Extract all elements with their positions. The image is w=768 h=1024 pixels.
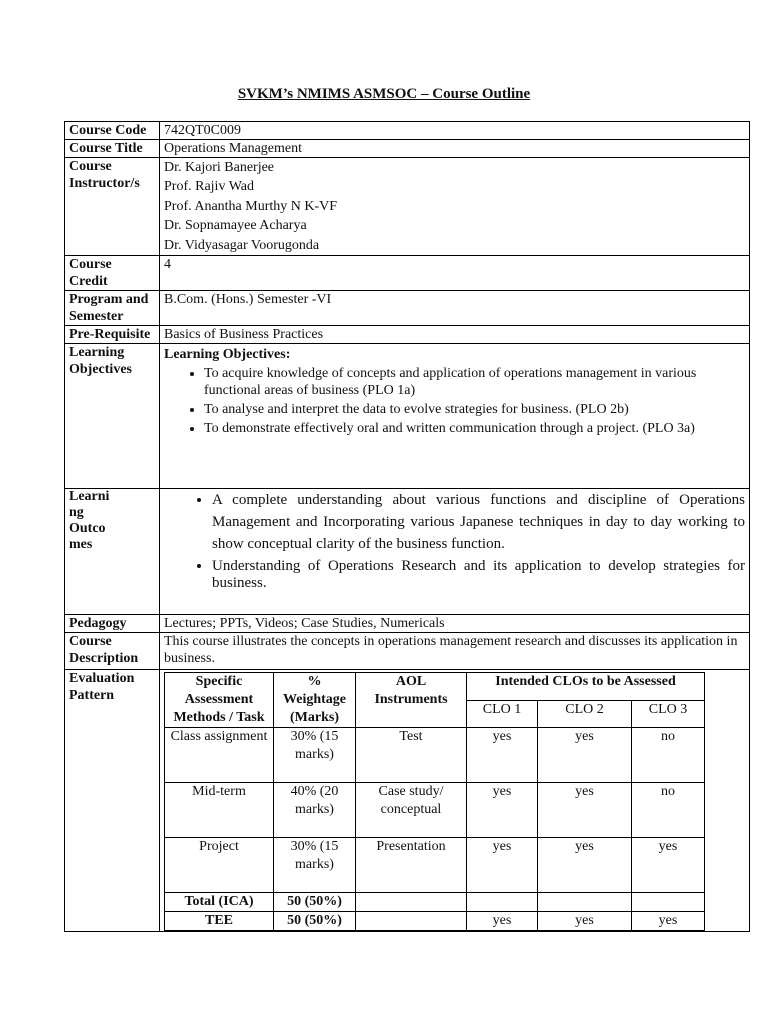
program-label: Program and Semester [65, 291, 160, 326]
eval-clo1: yes [467, 783, 538, 838]
eval-clo2 [538, 893, 632, 912]
credit-value: 4 [160, 256, 750, 291]
instructors-list [160, 158, 750, 256]
eval-weight: 50 (50%) [274, 912, 356, 931]
pedagogy-value: Lectures; PPTs, Videos; Case Studies, Numericals [160, 615, 750, 633]
eval-clo1: yes [467, 912, 538, 931]
eval-clo3 [632, 893, 705, 912]
eval-clo3: yes [632, 838, 705, 893]
row-course-code [65, 122, 750, 140]
eval-aol: Presentation [356, 838, 467, 893]
instructor-name: Dr. Sopnamayee Acharya [164, 218, 307, 234]
eval-clo1: yes [467, 728, 538, 783]
header-weightage: % Weightage (Marks) [274, 673, 356, 728]
eval-clo1: yes [467, 838, 538, 893]
course-title-label: Course Title [65, 140, 160, 158]
eval-row-total [165, 893, 705, 912]
eval-header-row [165, 673, 705, 701]
row-pedagogy [65, 615, 750, 633]
header-method: Specific Assessment Methods / Task [165, 673, 274, 728]
row-course-title [65, 140, 750, 158]
header-clo-group: Intended CLOs to be Assessed [467, 673, 705, 701]
eval-clo3: no [632, 783, 705, 838]
eval-clo3: yes [632, 912, 705, 931]
eval-aol [356, 912, 467, 931]
eval-clo1 [467, 893, 538, 912]
objectives-content [160, 344, 750, 489]
instructor-name: Prof. Anantha Murthy N K-VF [164, 198, 338, 214]
eval-row [165, 728, 705, 783]
description-label: Course Description [65, 633, 160, 670]
outcome-item: • A complete understanding about various functions and discipline of Operations Management and Incorporating various Japanese techniques in day to day working to show conceptual clarity of the business function. [212, 489, 745, 555]
header-clo1: CLO 1 [467, 700, 538, 728]
eval-clo2: yes [538, 838, 632, 893]
outcomes-label: Learni ng Outco mes [65, 489, 160, 615]
prerequisite-value: Basics of Business Practices [160, 326, 750, 344]
eval-clo2: yes [538, 783, 632, 838]
row-instructors [65, 158, 750, 256]
eval-clo2: yes [538, 728, 632, 783]
outcome-item: • Understanding of Operations Research and its application to develop strategies for business. [212, 558, 745, 592]
row-outcomes [65, 489, 750, 615]
eval-aol: Case study/ conceptual [356, 783, 467, 838]
objective-item: • To analyse and interpret the data to evolve strategies for business. (PLO 2b) [204, 401, 745, 418]
course-title-value: Operations Management [160, 140, 750, 158]
eval-clo2: yes [538, 912, 632, 931]
course-outline-table [64, 121, 750, 932]
eval-aol [356, 893, 467, 912]
objectives-list [164, 365, 745, 437]
eval-row-tee [165, 912, 705, 931]
eval-method: Class assignment [165, 728, 274, 783]
eval-weight: 40% (20 marks) [274, 783, 356, 838]
row-program [65, 291, 750, 326]
outcomes-content [160, 489, 750, 615]
objective-item: • To demonstrate effectively oral and written communication through a project. (PLO 3a) [204, 420, 745, 437]
eval-weight: 30% (15 marks) [274, 838, 356, 893]
eval-row [165, 783, 705, 838]
course-code-value: 742QT0C009 [160, 122, 750, 140]
eval-clo3: no [632, 728, 705, 783]
description-value: This course illustrates the concepts in operations management research and discusses its application in business. [160, 633, 750, 670]
instructor-name: Prof. Rajiv Wad [164, 179, 254, 195]
header-clo2: CLO 2 [538, 700, 632, 728]
credit-label: Course Credit [65, 256, 160, 291]
evaluation-content [160, 670, 750, 932]
row-objectives [65, 344, 750, 489]
row-credit [65, 256, 750, 291]
row-prerequisite [65, 326, 750, 344]
objective-item: • To acquire knowledge of concepts and application of operations management in various functional areas of business (PLO 1a) [204, 365, 745, 399]
eval-method: Total (ICA) [165, 893, 274, 912]
instructor-name: Dr. Kajori Banerjee [164, 160, 275, 175]
header-aol: AOL Instruments [356, 673, 467, 728]
program-value: B.Com. (Hons.) Semester -VI [160, 291, 750, 326]
objectives-heading: Learning Objectives: [164, 347, 291, 363]
row-description [65, 633, 750, 670]
instructors-label: Course Instructor/s [65, 158, 160, 256]
row-evaluation [65, 670, 750, 932]
prerequisite-label: Pre-Requisite [65, 326, 160, 344]
eval-weight: 30% (15 marks) [274, 728, 356, 783]
eval-method: Mid-term [165, 783, 274, 838]
instructor-name: Dr. Vidyasagar Voorugonda [164, 237, 320, 253]
eval-row [165, 838, 705, 893]
objectives-label: Learning Objectives [65, 344, 160, 489]
eval-method: Project [165, 838, 274, 893]
evaluation-table [164, 672, 705, 931]
evaluation-label: Evaluation Pattern [65, 670, 160, 932]
eval-aol: Test [356, 728, 467, 783]
pedagogy-label: Pedagogy [65, 615, 160, 633]
eval-weight: 50 (50%) [274, 893, 356, 912]
eval-method: TEE [165, 912, 274, 931]
course-code-label: Course Code [65, 122, 160, 140]
header-clo3: CLO 3 [632, 700, 705, 728]
outcomes-list [164, 489, 745, 592]
document-title: SVKM’s NMIMS ASMSOC – Course Outline [237, 86, 531, 102]
